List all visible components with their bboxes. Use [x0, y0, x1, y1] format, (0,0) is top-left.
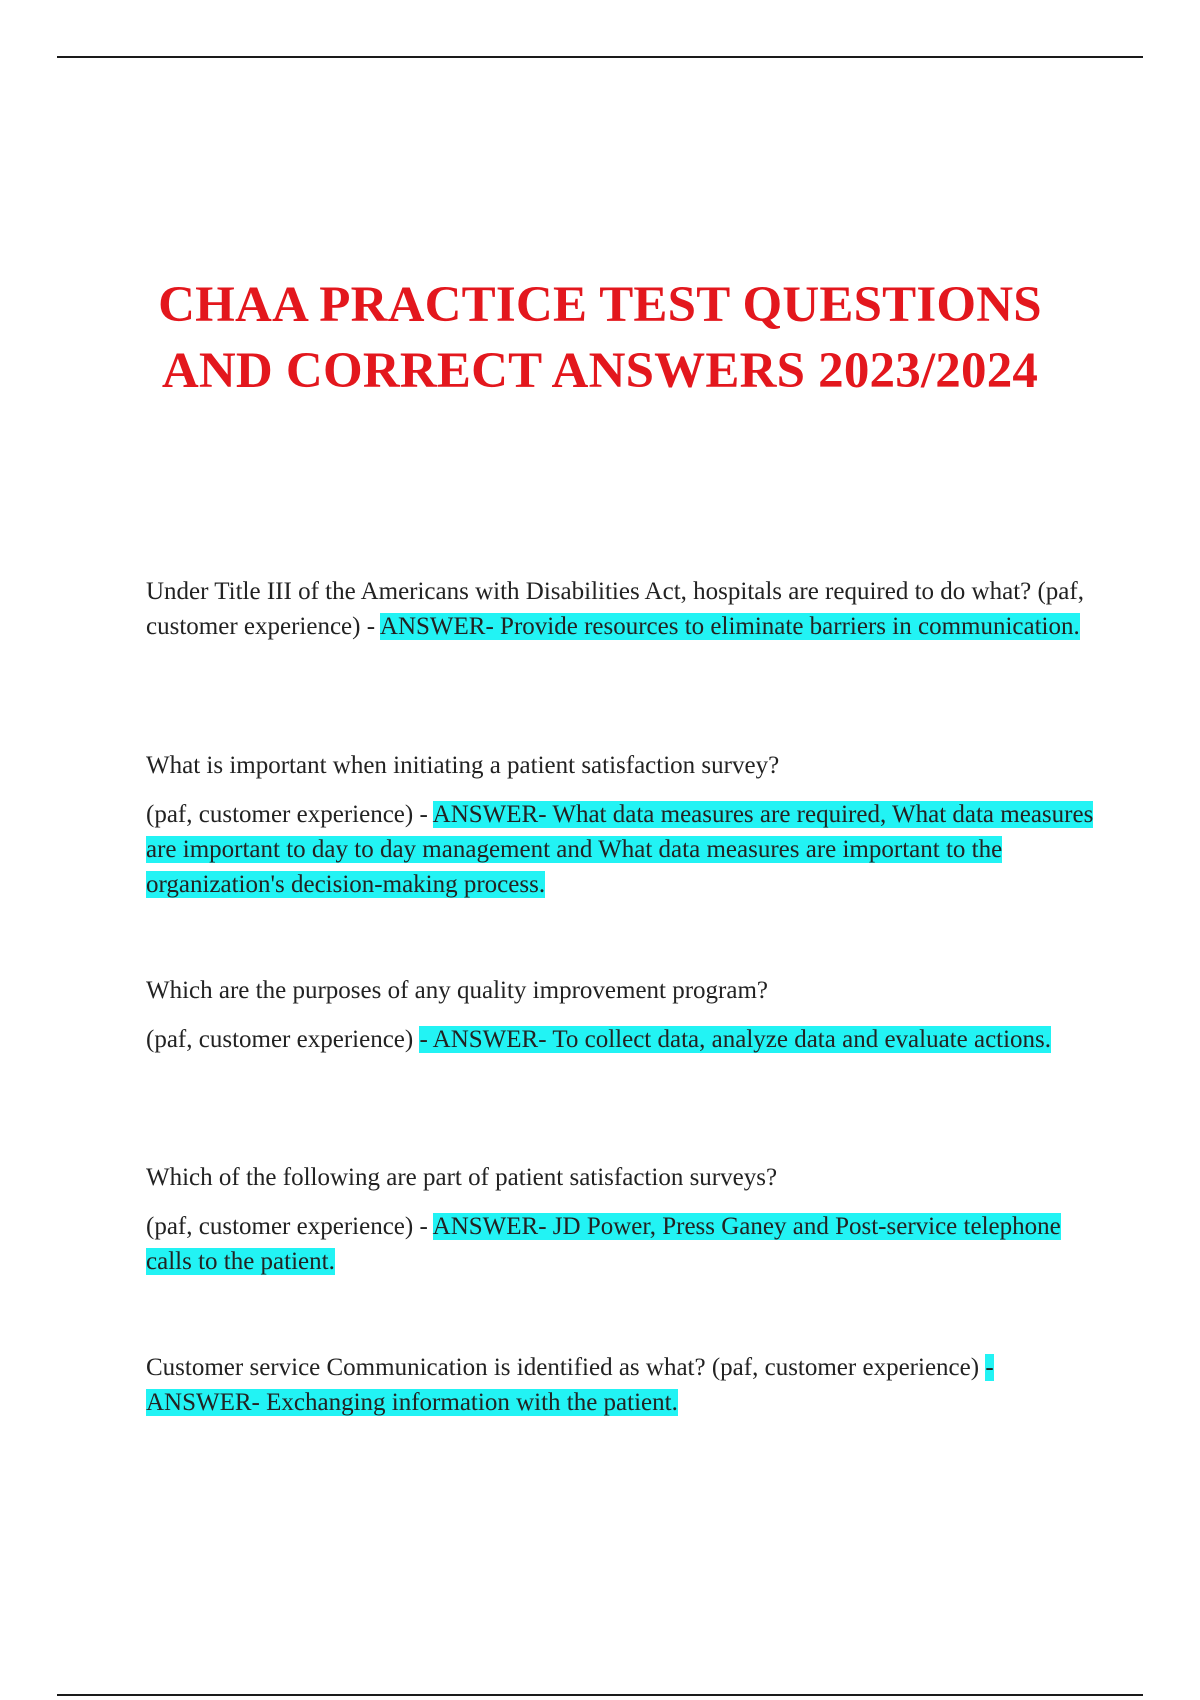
question-text: (paf, customer experience) - [146, 1213, 433, 1240]
qa-paragraph [146, 1350, 1106, 1420]
answer-highlight: ANSWER- Provide resources to eliminate barriers in communication. [379, 613, 1080, 640]
qa-paragraph [146, 1209, 1096, 1279]
header-rule [57, 56, 1143, 58]
question-lead: What is important when initiating a patient satisfaction survey? [146, 752, 780, 779]
question-text: (paf, customer experience) [146, 1026, 420, 1053]
qa-item-5 [146, 1350, 1106, 1420]
qa-paragraph [146, 1022, 1096, 1057]
answer-highlight: ANSWER- What data measures are required, What data measures are important to day to day management and What data measures are important to the organization's decision-making process. [146, 801, 1094, 898]
qa-paragraph [146, 574, 1096, 644]
qa-paragraph [146, 797, 1096, 902]
answer-highlight: - ANSWER- Exchanging information with the patient. [146, 1354, 994, 1416]
document-title-line-1: CHAA PRACTICE TEST QUESTIONS [158, 277, 1042, 333]
answer-highlight: - ANSWER- To collect data, analyze data and evaluate actions. [419, 1026, 1052, 1053]
qa-item-3 [146, 973, 1096, 1057]
question-text: (paf, customer experience) - [146, 801, 433, 828]
answer-highlight: ANSWER- JD Power, Press Ganey and Post-service telephone calls to the patient. [146, 1213, 1061, 1275]
question-text: Customer service Communication is identified as what? (paf, customer experience) [146, 1354, 986, 1381]
question-lead: Which of the following are part of patient satisfaction surveys? [146, 1164, 778, 1191]
qa-item-4 [146, 1160, 1096, 1279]
document-title-line-2: AND CORRECT ANSWERS 2023/2024 [161, 343, 1039, 399]
footer-rule [57, 1694, 1143, 1696]
document-title [60, 272, 1140, 404]
qa-item-1 [146, 574, 1096, 644]
qa-item-2 [146, 748, 1096, 902]
question-text: Under Title III of the Americans with Disabilities Act, hospitals are required to do what? (paf, customer experience) - [146, 578, 1084, 640]
question-lead: Which are the purposes of any quality improvement program? [146, 977, 769, 1004]
